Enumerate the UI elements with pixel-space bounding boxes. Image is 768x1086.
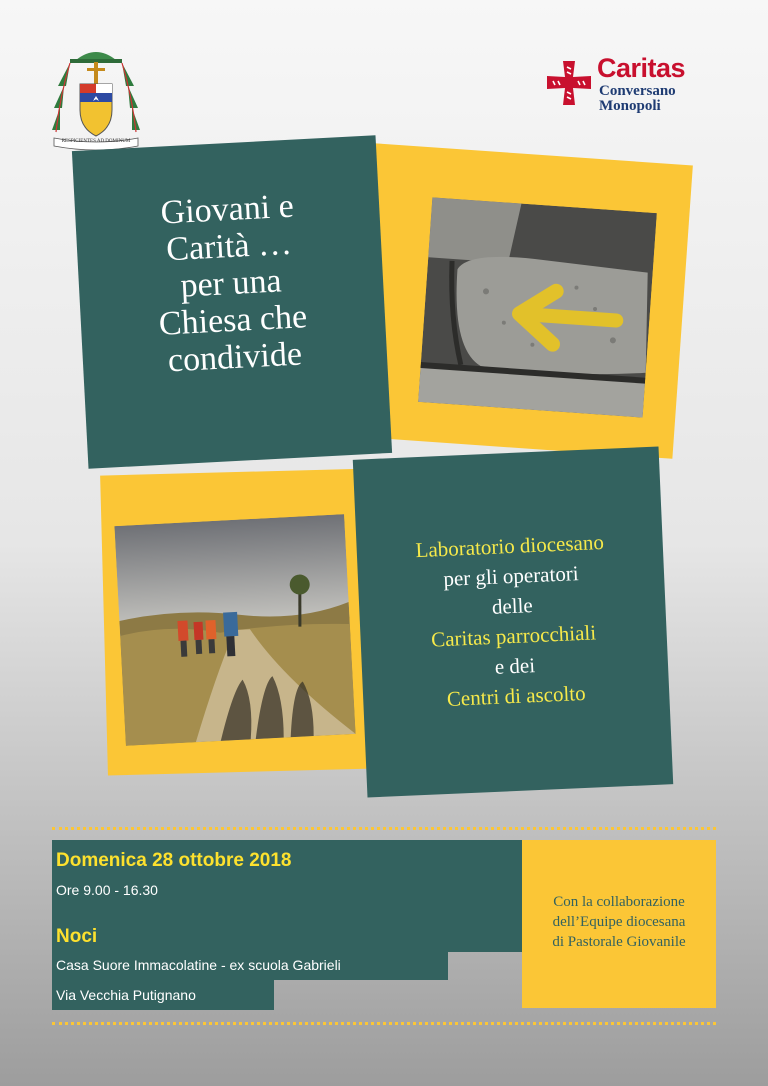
lab-line: e dei (494, 653, 536, 679)
crest-motto: RESPICIENTES AD DOMINUM (61, 139, 131, 144)
dotted-divider-top (52, 827, 716, 830)
event-title (74, 183, 387, 384)
collab-line: di Pastorale Giovanile (552, 934, 686, 950)
laboratorio-description (356, 524, 670, 717)
lab-line: delle (491, 593, 534, 619)
collaboration-text (522, 892, 716, 952)
caritas-sub2: Monopoli (599, 98, 661, 114)
collab-line: dell’Equipe diocesana (552, 914, 686, 930)
event-info-box (52, 840, 522, 952)
caritas-sub1: Conversano (599, 83, 676, 99)
title-box (72, 135, 392, 468)
event-hours: Ore 9.00 - 16.30 (56, 882, 158, 898)
title-line: Carità … (165, 224, 293, 269)
stone-arrow-photo (418, 197, 657, 417)
event-address-street: Via Vecchia Putignano (56, 987, 196, 1003)
collaboration-box (522, 840, 716, 1008)
lab-line: Centri di ascolto (446, 680, 587, 711)
title-line: condivide (166, 335, 303, 380)
lab-line: Laboratorio diocesano (415, 529, 605, 563)
caritas-name: Caritas (597, 53, 686, 83)
title-line: per una (179, 262, 283, 305)
laboratorio-box (353, 446, 673, 797)
episcopal-crest (50, 46, 142, 156)
event-city: Noci (56, 926, 98, 947)
event-address-venue: Casa Suore Immacolatine - ex scuola Gabrieli (56, 957, 341, 973)
caritas-logo (545, 55, 720, 115)
walkers-photo (114, 514, 355, 746)
event-date: Domenica 28 ottobre 2018 (56, 850, 292, 871)
caritas-cross-icon (545, 59, 593, 107)
lab-line: Caritas parrocchiali (430, 620, 597, 652)
collab-line: Con la collaborazione (553, 894, 685, 910)
address-strip (52, 952, 448, 980)
title-line: Giovani e (159, 187, 295, 232)
street-strip (52, 980, 274, 1010)
title-line: Chiesa che (157, 298, 308, 343)
lab-line: per gli operatori (442, 561, 580, 591)
dotted-divider-bottom (52, 1022, 716, 1025)
